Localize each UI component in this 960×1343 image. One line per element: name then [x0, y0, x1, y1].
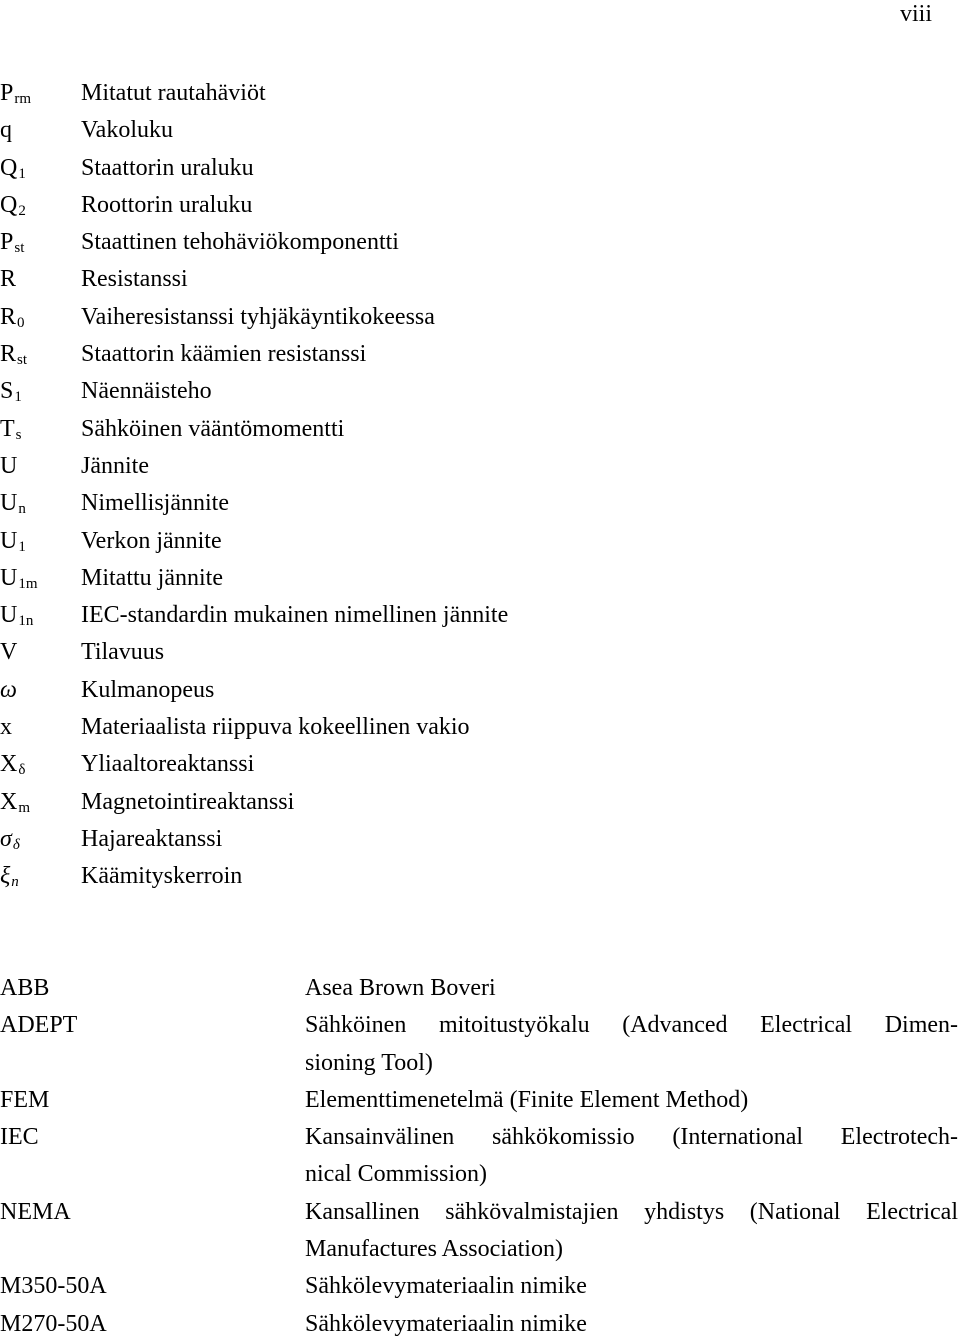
symbol: [0, 150, 80, 190]
symbol-subscript: s: [15, 426, 22, 443]
symbol-base: V: [0, 639, 18, 666]
symbol-base: P: [0, 229, 14, 256]
abbreviation-description: [305, 1119, 958, 1194]
symbol-row: [0, 485, 960, 522]
abbreviation-row: [0, 1007, 960, 1082]
symbol-row: [0, 150, 960, 187]
symbol-subscript: δ: [18, 762, 26, 779]
symbol-description: Resistanssi: [81, 266, 188, 293]
symbol: [0, 299, 80, 339]
symbol-row: [0, 261, 960, 298]
abbreviation: M270-50A: [0, 1310, 107, 1337]
symbol-base: P: [0, 80, 14, 106]
symbol-base: U: [0, 564, 18, 591]
symbol-base: X: [0, 788, 18, 815]
symbol-row: [0, 858, 960, 895]
symbol-row: [0, 560, 960, 597]
symbol-base: R: [0, 266, 17, 293]
symbol-row: [0, 411, 960, 448]
symbol-row: [0, 672, 960, 709]
symbol-base: R: [0, 341, 17, 368]
symbol-description: IEC-standardin mukainen nimellinen jännite: [81, 602, 509, 629]
symbol-subscript: 1: [18, 538, 26, 555]
abbreviation-description: [305, 1007, 958, 1082]
symbol-row: [0, 112, 960, 149]
description-line: Sähkölevymateriaalin nimike: [305, 1310, 587, 1337]
symbol-subscript: st: [14, 240, 25, 257]
symbol-base: σ: [0, 825, 12, 852]
symbol: [0, 187, 80, 227]
symbol-row: [0, 224, 960, 261]
symbol-row: [0, 709, 960, 746]
abbreviation-row: [0, 1119, 960, 1194]
symbol-description: Vaiheresistanssi tyhjäkäyntikokeessa: [81, 303, 435, 330]
description-line: nical Commission): [305, 1161, 487, 1188]
symbol-subscript: 2: [18, 202, 26, 219]
symbol-subscript: 1n: [18, 613, 34, 630]
symbol-subscript: δ: [12, 836, 20, 853]
symbol-description: Nimellisjännite: [81, 490, 229, 517]
abbreviation-description: [305, 1306, 958, 1343]
symbol: [0, 597, 80, 637]
symbol: [0, 523, 80, 563]
symbol: [0, 746, 80, 786]
abbreviation: NEMA: [0, 1198, 71, 1225]
symbol-description: Vakoluku: [81, 117, 173, 144]
symbol-row: [0, 523, 960, 560]
symbol-description: Tilavuus: [81, 639, 165, 666]
symbol-base: Q: [0, 154, 18, 181]
abbreviation-description: [305, 1194, 958, 1269]
symbol-base: T: [0, 415, 15, 442]
symbol-base: U: [0, 602, 18, 629]
abbreviation-description: [305, 970, 958, 1007]
symbol-description: Näennäisteho: [81, 378, 212, 405]
symbol-description: Käämityskerroin: [81, 863, 243, 890]
symbol: [0, 672, 80, 709]
symbol-row: [0, 299, 960, 336]
symbol-description: Verkon jännite: [81, 527, 222, 554]
symbol-base: x: [0, 714, 12, 741]
symbol-description: Sähköinen vääntömomentti: [81, 415, 345, 442]
description-line: Sähkölevymateriaalin nimike: [305, 1273, 587, 1300]
symbol-row: [0, 746, 960, 783]
symbol-base: ω: [0, 676, 17, 703]
symbol-subscript: 0: [17, 314, 25, 331]
page-number: viii: [899, 1, 932, 27]
symbol: [0, 634, 80, 671]
symbol-description: Staattorin käämien resistanssi: [81, 341, 367, 368]
symbol-subscript: m: [18, 799, 31, 816]
symbol-row: [0, 634, 960, 671]
symbol-row: [0, 597, 960, 634]
symbol: [0, 485, 80, 525]
symbol-base: X: [0, 751, 18, 778]
symbol: [0, 261, 80, 298]
abbreviation-description: [305, 1082, 958, 1119]
symbol-description: Mitattu jännite: [81, 564, 223, 591]
description-line: Kansallinen sähkövalmistajien yhdistys (National Electrical: [305, 1198, 958, 1225]
symbol: [0, 858, 80, 898]
symbol: [0, 560, 80, 600]
symbol-base: U: [0, 452, 18, 479]
symbol-base: q: [0, 117, 12, 144]
abbreviation-row: [0, 1268, 960, 1305]
symbol-row: [0, 784, 960, 821]
symbol-row: [0, 75, 960, 112]
abbreviation-row: [0, 1194, 960, 1269]
symbol-base: S: [0, 378, 14, 405]
description-line: Asea Brown Boveri: [305, 975, 496, 1001]
symbol: [0, 821, 80, 861]
abbreviation: FEM: [0, 1086, 50, 1113]
symbol-description: Hajareaktanssi: [81, 825, 223, 852]
symbol-subscript: rm: [14, 91, 32, 107]
description-line: Kansainvälinen sähkökomissio (International Electrotech-: [305, 1124, 958, 1151]
symbol-description: Roottorin uraluku: [81, 191, 253, 218]
symbol-base: U: [0, 527, 18, 554]
symbol-row: [0, 187, 960, 224]
symbol-base: ξ: [0, 863, 11, 890]
symbol: [0, 709, 80, 746]
symbol: [0, 373, 80, 413]
symbol-description: Jännite: [81, 452, 149, 479]
abbreviation: ABB: [0, 975, 50, 1001]
symbol: [0, 75, 80, 115]
symbol-description: Magnetointireaktanssi: [81, 788, 295, 815]
symbol-subscript: st: [17, 352, 28, 369]
symbol-description: Yliaaltoreaktanssi: [81, 751, 255, 778]
symbol-subscript: n: [18, 501, 26, 518]
symbol-description: Mitatut rautahäviöt: [81, 80, 266, 106]
symbol-base: R: [0, 303, 17, 330]
description-line: Manufactures Association): [305, 1236, 563, 1263]
abbreviation-description: [305, 1268, 958, 1305]
symbol: [0, 448, 80, 485]
abbreviation: IEC: [0, 1124, 39, 1151]
abbreviation-row: [0, 970, 960, 1007]
description-line: sioning Tool): [305, 1049, 433, 1076]
symbol-subscript: 1m: [18, 575, 38, 592]
abbreviation-row: [0, 1306, 960, 1343]
abbreviation-list: [0, 970, 960, 1343]
symbol-description: Kulmanopeus: [81, 676, 215, 703]
symbol: [0, 411, 80, 451]
symbol-description: Staattinen tehohäviökomponentti: [81, 229, 399, 256]
symbol-subscript: 1: [14, 389, 22, 406]
symbol-row: [0, 373, 960, 410]
abbreviation: M350-50A: [0, 1273, 107, 1300]
symbol-base: Q: [0, 191, 18, 218]
symbol-subscript: 1: [18, 165, 26, 182]
description-line: Sähköinen mitoitustyökalu (Advanced Electrical Dimen-: [305, 1012, 958, 1039]
symbol-base: U: [0, 490, 18, 517]
symbol-description: Staattorin uraluku: [81, 154, 254, 181]
description-line: Elementtimenetelmä (Finite Element Method): [305, 1086, 749, 1113]
symbol-row: [0, 821, 960, 858]
symbol-list: [0, 75, 960, 896]
symbol: [0, 224, 80, 264]
symbol: [0, 112, 80, 149]
abbreviation: ADEPT: [0, 1012, 78, 1039]
symbol-description: Materiaalista riippuva kokeellinen vakio: [81, 714, 470, 741]
symbol: [0, 784, 80, 824]
symbol: [0, 336, 80, 376]
symbol-row: [0, 448, 960, 485]
abbreviation-row: [0, 1082, 960, 1119]
symbol-row: [0, 336, 960, 373]
symbol-subscript: n: [11, 874, 19, 891]
